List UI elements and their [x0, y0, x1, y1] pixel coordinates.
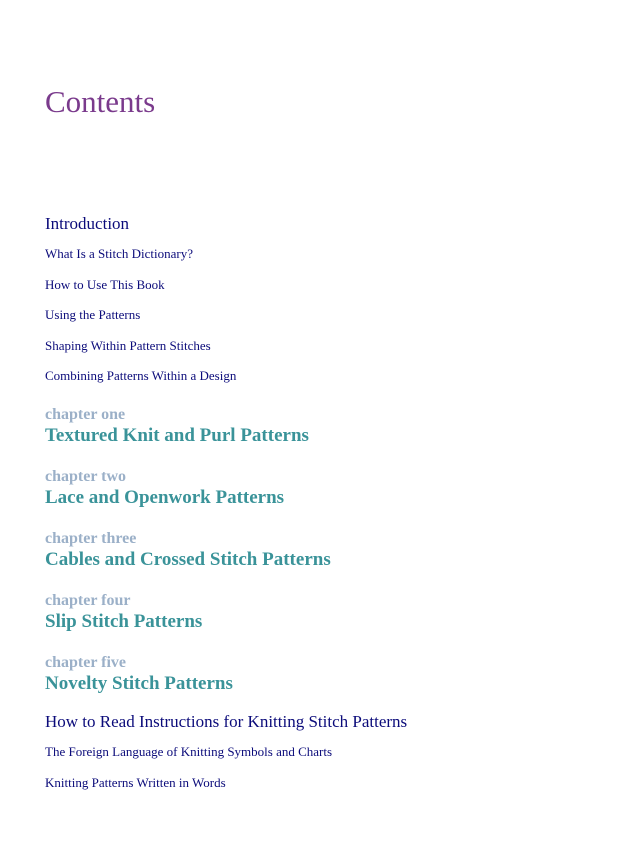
chapter-label: chapter two	[45, 468, 127, 485]
chapter-label: chapter three	[45, 530, 137, 547]
chapter-entry-two	[45, 467, 284, 510]
toc-link-how-to-read-instructions[interactable]: How to Read Instructions for Knitting Stitch Patterns	[45, 712, 408, 731]
page-title: Contents	[45, 84, 156, 119]
toc-link-combining-patterns[interactable]: Combining Patterns Within a Design	[45, 368, 237, 383]
chapter-title-link[interactable]: Lace and Openwork Patterns	[45, 487, 285, 508]
toc-link-shaping-within-pattern-stitches[interactable]: Shaping Within Pattern Stitches	[45, 338, 211, 353]
toc-link-how-to-use-book[interactable]: How to Use This Book	[45, 277, 165, 292]
chapter-entry-five	[45, 653, 233, 696]
chapter-label: chapter four	[45, 592, 131, 609]
toc-link-introduction[interactable]: Introduction	[45, 214, 130, 233]
chapter-title-link[interactable]: Slip Stitch Patterns	[45, 611, 203, 632]
toc-link-using-patterns[interactable]: Using the Patterns	[45, 307, 141, 322]
chapter-label: chapter one	[45, 406, 126, 423]
chapter-title-link[interactable]: Cables and Crossed Stitch Patterns	[45, 549, 331, 570]
chapter-title-link[interactable]: Textured Knit and Purl Patterns	[45, 425, 309, 446]
toc-link-what-is-stitch-dictionary[interactable]: What Is a Stitch Dictionary?	[45, 246, 194, 261]
chapter-title-link[interactable]: Novelty Stitch Patterns	[45, 673, 233, 694]
chapter-entry-three	[45, 529, 331, 572]
chapter-label: chapter five	[45, 654, 127, 671]
chapter-entry-one	[45, 405, 309, 448]
toc-link-patterns-written-in-words[interactable]: Knitting Patterns Written in Words	[45, 775, 226, 790]
chapter-entry-four	[45, 591, 202, 634]
toc-link-foreign-language-symbols[interactable]: The Foreign Language of Knitting Symbols and Charts	[45, 744, 333, 759]
